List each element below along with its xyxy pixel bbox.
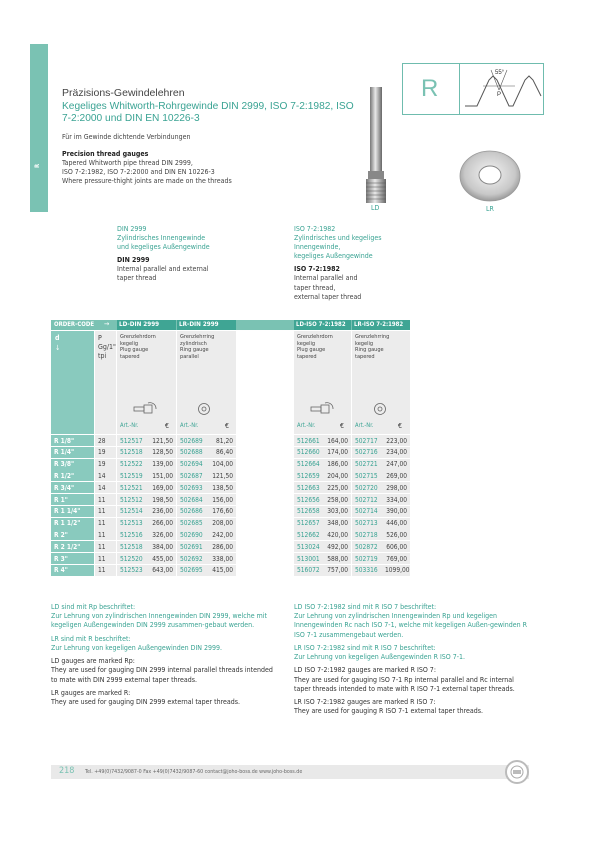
note-teal: Zur Lehrung von zylindrischen Innengewinden DIN 2999, welche mit kegeligen Außengewinden DIN 2999 zusammen-gebaut werden. xyxy=(51,612,267,630)
note-teal: Zur Lehrung von zylindrischen Innengewinden Rp und kegeligen Innengewinden Rc nach ISO 7-1, welche mit kegeligen Außen-gewinden R ISO 7-1 zusammengebaut werden. xyxy=(294,612,527,639)
page-subtitle: Kegeliges Whitworth-Rohrgewinde DIN 2999, ISO 7-2:1982, ISO 7-2:2000 und DIN EN 10226-3 xyxy=(62,101,354,124)
table-cell-p2: 338,00 xyxy=(209,553,236,564)
table-cell-d: R 3/8" xyxy=(51,459,94,470)
ld-din-panel xyxy=(117,331,176,434)
table-cell-p: 11 xyxy=(95,541,116,552)
table-cell-a2: 502685 xyxy=(177,518,209,529)
table-cell-p3: 258,00 xyxy=(324,494,351,505)
note-plain: They are used for gauging DIN 2999 external taper threads. xyxy=(51,698,241,707)
table-cell-p3: 348,00 xyxy=(324,518,351,529)
table-cell-a3: 512662 xyxy=(294,529,324,540)
table-cell-a4: 502716 xyxy=(352,447,382,458)
panel-line: kegelig xyxy=(120,340,139,347)
panel-line: Grenzlehrdorn xyxy=(120,334,156,340)
col-ld-din: LD-DIN 2999 xyxy=(117,320,176,330)
table-cell-p: 11 xyxy=(95,529,116,540)
table-cell-a2: 502686 xyxy=(177,506,209,517)
table-row xyxy=(51,482,410,493)
table-cell-a2: 502695 xyxy=(177,565,209,576)
note-plain: They are used for gauging ISO 7-1 Rp internal parallel and Rc internal taper threads intended to mate with R ISO 7-1 external taper threads. xyxy=(294,675,515,693)
table-row xyxy=(51,435,410,446)
col-lr-din: LR-DIN 2999 xyxy=(177,320,236,330)
table-cell-a1: 512512 xyxy=(117,494,149,505)
art-nr-header: Art.-Nr. xyxy=(355,423,374,429)
table-cell-d: R 1/8" xyxy=(51,435,94,446)
table-cell-a1: 512522 xyxy=(117,459,149,470)
din-description xyxy=(117,225,210,284)
table-cell-p: 14 xyxy=(95,482,116,493)
table-cell-p: 11 xyxy=(95,494,116,505)
table-cell-p3: 164,00 xyxy=(324,435,351,446)
table-cell-p2: 208,00 xyxy=(209,518,236,529)
table-cell-p1: 643,00 xyxy=(149,565,176,576)
table-cell-a4: 502713 xyxy=(352,518,382,529)
table-row xyxy=(51,541,410,552)
din-en-line: taper thread xyxy=(117,274,157,283)
table-cell-p1: 139,00 xyxy=(149,459,176,470)
table-cell-a1: 512521 xyxy=(117,482,149,493)
table-cell-a3: 512664 xyxy=(294,459,324,470)
iso-description xyxy=(294,225,382,302)
table-cell-p4: 526,00 xyxy=(382,529,410,540)
table-cell-d: R 3" xyxy=(51,553,94,564)
note-head: LR gauges are marked R: xyxy=(51,688,131,697)
ring-gauge-image xyxy=(458,148,522,204)
table-cell-p2: 138,50 xyxy=(209,482,236,493)
brand-logo xyxy=(505,760,529,784)
note-teal: Zur Lehrung von kegeligen Außengewinden R ISO 7-1. xyxy=(294,653,466,662)
subheader-row xyxy=(117,422,236,433)
euro-header: € xyxy=(165,422,170,430)
english-intro-title: Precision thread gauges xyxy=(62,150,149,158)
table-cell-p: 11 xyxy=(95,506,116,517)
panel-line: Ring gauge xyxy=(180,347,209,354)
table-cell-a4: 502714 xyxy=(352,506,382,517)
table-cell-p: 14 xyxy=(95,470,116,481)
notes-right xyxy=(294,603,530,717)
din-en-line: Internal parallel and external xyxy=(117,265,209,274)
table-cell-p1: 128,50 xyxy=(149,447,176,458)
table-cell-a1: 512523 xyxy=(117,565,149,576)
table-cell-a2: 502694 xyxy=(177,459,209,470)
profile-divider xyxy=(459,64,460,114)
english-intro-line: ISO 7-2:1982, ISO 7-2:2000 and DIN EN 10226-3 xyxy=(62,168,215,177)
table-cell-d: R 1 1/4" xyxy=(51,506,94,517)
table-cell-a4: 502872 xyxy=(352,541,382,552)
ld-iso-panel xyxy=(294,331,351,434)
table-row xyxy=(51,529,410,540)
ring-gauge-caption: LR xyxy=(486,205,494,213)
table-cell-a1: 512519 xyxy=(117,470,149,481)
side-tab xyxy=(30,44,48,212)
table-cell-p: 28 xyxy=(95,435,116,446)
table-cell-p1: 236,00 xyxy=(149,506,176,517)
table-row xyxy=(51,447,410,458)
iso-de-line: Innengewinde, xyxy=(294,243,341,252)
table-cell-a1: 512518 xyxy=(117,541,149,552)
profile-pitch: P xyxy=(497,92,502,98)
table-cell-p1: 151,00 xyxy=(149,470,176,481)
note-teal: LD ISO 7-2:1982 sind mit R ISO 7 beschriftet: xyxy=(294,603,437,611)
table-cell-p3: 492,00 xyxy=(324,541,351,552)
euro-header: € xyxy=(340,422,345,430)
table-cell-p2: 121,50 xyxy=(209,470,236,481)
iso-en-line: Internal parallel and xyxy=(294,274,358,283)
table-cell-p3: 225,00 xyxy=(324,482,351,493)
note-teal: Zur Lehrung von kegeligen Außengewinden DIN 2999. xyxy=(51,643,223,652)
table-row xyxy=(51,494,410,505)
table-cell-a4: 502718 xyxy=(352,529,382,540)
iso-de-line: kegeliges Außengewinde xyxy=(294,252,373,261)
table-cell-a1: 512513 xyxy=(117,518,149,529)
p-label xyxy=(98,334,116,360)
table-cell-p: 11 xyxy=(95,518,116,529)
table-cell-a3: 516072 xyxy=(294,565,324,576)
euro-header: € xyxy=(398,422,403,430)
table-cell-a3: 512659 xyxy=(294,470,324,481)
table-cell-p3: 204,00 xyxy=(324,470,351,481)
note-teal: LD sind mit Rp beschriftet: xyxy=(51,603,136,611)
d-label: d xyxy=(55,334,60,342)
table-cell-p3: 757,00 xyxy=(324,565,351,576)
table-cell-d: R 4" xyxy=(51,565,94,576)
table-cell-a3: 512658 xyxy=(294,506,324,517)
table-cell-p2: 415,00 xyxy=(209,565,236,576)
d-arrow: ↓ xyxy=(55,344,61,352)
din-de-line: und kegeliges Außengewinde xyxy=(117,243,210,252)
table-cell-a2: 502688 xyxy=(177,447,209,458)
p-label-line: P xyxy=(98,334,102,342)
panel-line: zylindrisch xyxy=(180,340,207,347)
table-row xyxy=(51,470,410,481)
table-cell-p1: 169,00 xyxy=(149,482,176,493)
table-row xyxy=(51,553,410,564)
table-cell-a4: 502721 xyxy=(352,459,382,470)
table-cell-a2: 502693 xyxy=(177,482,209,493)
table-cell-p: 11 xyxy=(95,565,116,576)
table-cell-a3: 513001 xyxy=(294,553,324,564)
table-cell-a1: 512516 xyxy=(117,529,149,540)
table-cell-a3: 512660 xyxy=(294,447,324,458)
subheader-row xyxy=(294,422,410,433)
profile-angle: 55° xyxy=(495,70,505,76)
side-tab-label: R xyxy=(34,163,42,168)
panel-line: Plug gauge xyxy=(120,347,149,354)
english-intro-line: Tapered Whitworth pipe thread DIN 2999, xyxy=(62,159,193,168)
din-en-title: DIN 2999 xyxy=(117,256,150,265)
table-cell-a4: 503316 xyxy=(352,565,382,576)
panel-line: tapered xyxy=(355,354,375,361)
panel-line: Plug gauge xyxy=(297,347,326,354)
order-code-label: ORDER-CODE xyxy=(54,321,95,328)
table-cell-p3: 420,00 xyxy=(324,529,351,540)
page-subtitle-2: Für im Gewinde dichtende Verbindungen xyxy=(62,133,191,141)
table-cell-p3: 303,00 xyxy=(324,506,351,517)
iso-en-line: taper thread, xyxy=(294,283,336,292)
iso-de-line: Zylindrisches und kegeliges xyxy=(294,234,382,243)
table-cell-a3: 513024 xyxy=(294,541,324,552)
panel-line: Grenzlehrring xyxy=(355,334,390,340)
note-plain: They are used for gauging R ISO 7-1 external taper threads. xyxy=(294,707,484,716)
table-cell-p4: 606,00 xyxy=(382,541,410,552)
panel-line: tapered xyxy=(297,354,317,361)
iso-en-line: external taper thread xyxy=(294,292,362,301)
col-ld-iso: LD-ISO 7-2:1982 xyxy=(294,320,351,330)
table-cell-p2: 286,00 xyxy=(209,541,236,552)
table-cell-d: R 2" xyxy=(51,529,94,540)
table-cell-p4: 234,00 xyxy=(382,447,410,458)
table-cell-a2: 502689 xyxy=(177,435,209,446)
table-cell-p4: 334,00 xyxy=(382,494,410,505)
page-footer xyxy=(51,765,529,779)
iso-title: ISO 7-2:1982 xyxy=(294,225,336,233)
p-label-line: tpi xyxy=(98,351,107,360)
table-cell-p4: 223,00 xyxy=(382,435,410,446)
table-cell-a2: 502684 xyxy=(177,494,209,505)
iso-en-title: ISO 7-2:1982 xyxy=(294,265,340,274)
table-cell-p4: 298,00 xyxy=(382,482,410,493)
table-cell-p1: 455,00 xyxy=(149,553,176,564)
table-row xyxy=(51,565,410,576)
lr-iso-panel xyxy=(352,331,410,434)
euro-header: € xyxy=(225,422,230,430)
table-cell-a4: 502717 xyxy=(352,435,382,446)
table-cell-p: 19 xyxy=(95,459,116,470)
table-cell-d: R 1 1/2" xyxy=(51,518,94,529)
table-cell-p1: 384,00 xyxy=(149,541,176,552)
table-cell-d: R 3/4" xyxy=(51,482,94,493)
ring-gauge-icon xyxy=(196,402,212,416)
panel-line: kegelig xyxy=(355,340,374,347)
table-cell-p2: 86,40 xyxy=(209,447,236,458)
table-cell-p3: 588,00 xyxy=(324,553,351,564)
table-cell-p4: 247,00 xyxy=(382,459,410,470)
table-cell-a2: 502691 xyxy=(177,541,209,552)
table-cell-a4: 502715 xyxy=(352,470,382,481)
table-cell-p2: 104,00 xyxy=(209,459,236,470)
table-cell-a1: 512520 xyxy=(117,553,149,564)
table-cell-a4: 502712 xyxy=(352,494,382,505)
english-intro xyxy=(62,150,232,186)
table-cell-p1: 266,00 xyxy=(149,518,176,529)
table-row xyxy=(51,518,410,529)
order-code-arrow: → xyxy=(104,320,110,328)
plug-gauge-caption: LD xyxy=(371,204,380,212)
table-cell-a4: 502720 xyxy=(352,482,382,493)
table-cell-a3: 512656 xyxy=(294,494,324,505)
table-cell-p2: 81,20 xyxy=(209,435,236,446)
table-cell-p1: 198,50 xyxy=(149,494,176,505)
table-cell-d: R 1" xyxy=(51,494,94,505)
plug-gauge-icon xyxy=(133,402,157,416)
panel-line: kegelig xyxy=(297,340,316,347)
table-cell-d: R 2 1/2" xyxy=(51,541,94,552)
lr-din-panel xyxy=(177,331,236,434)
footer-contact: Tel. +49(0)7432/9087-0 Fax +49(0)7432/9087-60 contact@joho-boss.de www.joho-boss.de xyxy=(85,769,303,775)
table-cell-a2: 502692 xyxy=(177,553,209,564)
table-cell-d: R 1/2" xyxy=(51,470,94,481)
table-cell-p4: 390,00 xyxy=(382,506,410,517)
table-cell-a3: 512661 xyxy=(294,435,324,446)
table-cell-p2: 176,60 xyxy=(209,506,236,517)
table-cell-p3: 186,00 xyxy=(324,459,351,470)
table-cell-p4: 269,00 xyxy=(382,470,410,481)
art-nr-header: Art.-Nr. xyxy=(180,423,199,429)
note-head: LD ISO 7-2:1982 gauges are marked R ISO 7: xyxy=(294,666,436,675)
col-lr-iso: LR-ISO 7-2:1982 xyxy=(352,320,410,330)
table-cell-d: R 1/4" xyxy=(51,447,94,458)
table-cell-p1: 121,50 xyxy=(149,435,176,446)
thread-profile-box xyxy=(402,63,544,115)
table-cell-p2: 242,00 xyxy=(209,529,236,540)
notes-left xyxy=(51,603,277,707)
note-teal: LR sind mit R beschriftet: xyxy=(51,634,131,643)
table-cell-a3: 512657 xyxy=(294,518,324,529)
english-intro-line: Where pressure-thight joints are made on the threads xyxy=(62,177,232,186)
note-plain: They are used for gauging DIN 2999 internal parallel threads intended to mate with DIN 2999 external taper threads. xyxy=(51,666,273,684)
table-cell-a1: 512514 xyxy=(117,506,149,517)
din-title: DIN 2999 xyxy=(117,225,147,233)
profile-letter: R xyxy=(421,75,439,102)
table-cell-p2: 156,00 xyxy=(209,494,236,505)
art-nr-header: Art.-Nr. xyxy=(120,423,139,429)
note-head: LD gauges are marked Rp: xyxy=(51,657,135,666)
thread-profile-icon xyxy=(463,66,543,114)
plug-gauge-image xyxy=(361,85,391,205)
page-number: 218 xyxy=(59,766,75,776)
note-head: LR ISO 7-2:1982 gauges are marked R ISO 7: xyxy=(294,698,436,707)
table-cell-p3: 174,00 xyxy=(324,447,351,458)
ring-gauge-icon xyxy=(372,402,388,416)
table-cell-a4: 502719 xyxy=(352,553,382,564)
panel-line: parallel xyxy=(180,354,199,361)
table-cell-p4: 769,00 xyxy=(382,553,410,564)
panel-line: Grenzlehrring xyxy=(180,334,215,340)
table-cell-a1: 512518 xyxy=(117,447,149,458)
table-cell-a2: 502690 xyxy=(177,529,209,540)
table-cell-a2: 502687 xyxy=(177,470,209,481)
table-cell-p: 19 xyxy=(95,447,116,458)
art-nr-header: Art.-Nr. xyxy=(297,423,316,429)
panel-line: tapered xyxy=(120,354,140,361)
panel-line: Grenzlehrdorn xyxy=(297,334,333,340)
table-cell-p4: 1099,00 xyxy=(382,565,410,576)
table-cell-a1: 512517 xyxy=(117,435,149,446)
panel-line: Ring gauge xyxy=(355,347,384,354)
plug-gauge-icon xyxy=(310,402,334,416)
p-label-line: Gg/1" xyxy=(98,342,116,351)
table-row xyxy=(51,459,410,470)
note-teal: LR ISO 7-2:1982 sind mit R ISO 7 beschriftet: xyxy=(294,643,436,652)
table-cell-p4: 446,00 xyxy=(382,518,410,529)
din-de-line: Zylindrisches Innengewinde xyxy=(117,234,206,243)
table-cell-p: 11 xyxy=(95,553,116,564)
table-cell-a3: 512663 xyxy=(294,482,324,493)
table-row xyxy=(51,506,410,517)
page-title: Präzisions-Gewindelehren xyxy=(62,87,185,99)
table-cell-p1: 326,00 xyxy=(149,529,176,540)
